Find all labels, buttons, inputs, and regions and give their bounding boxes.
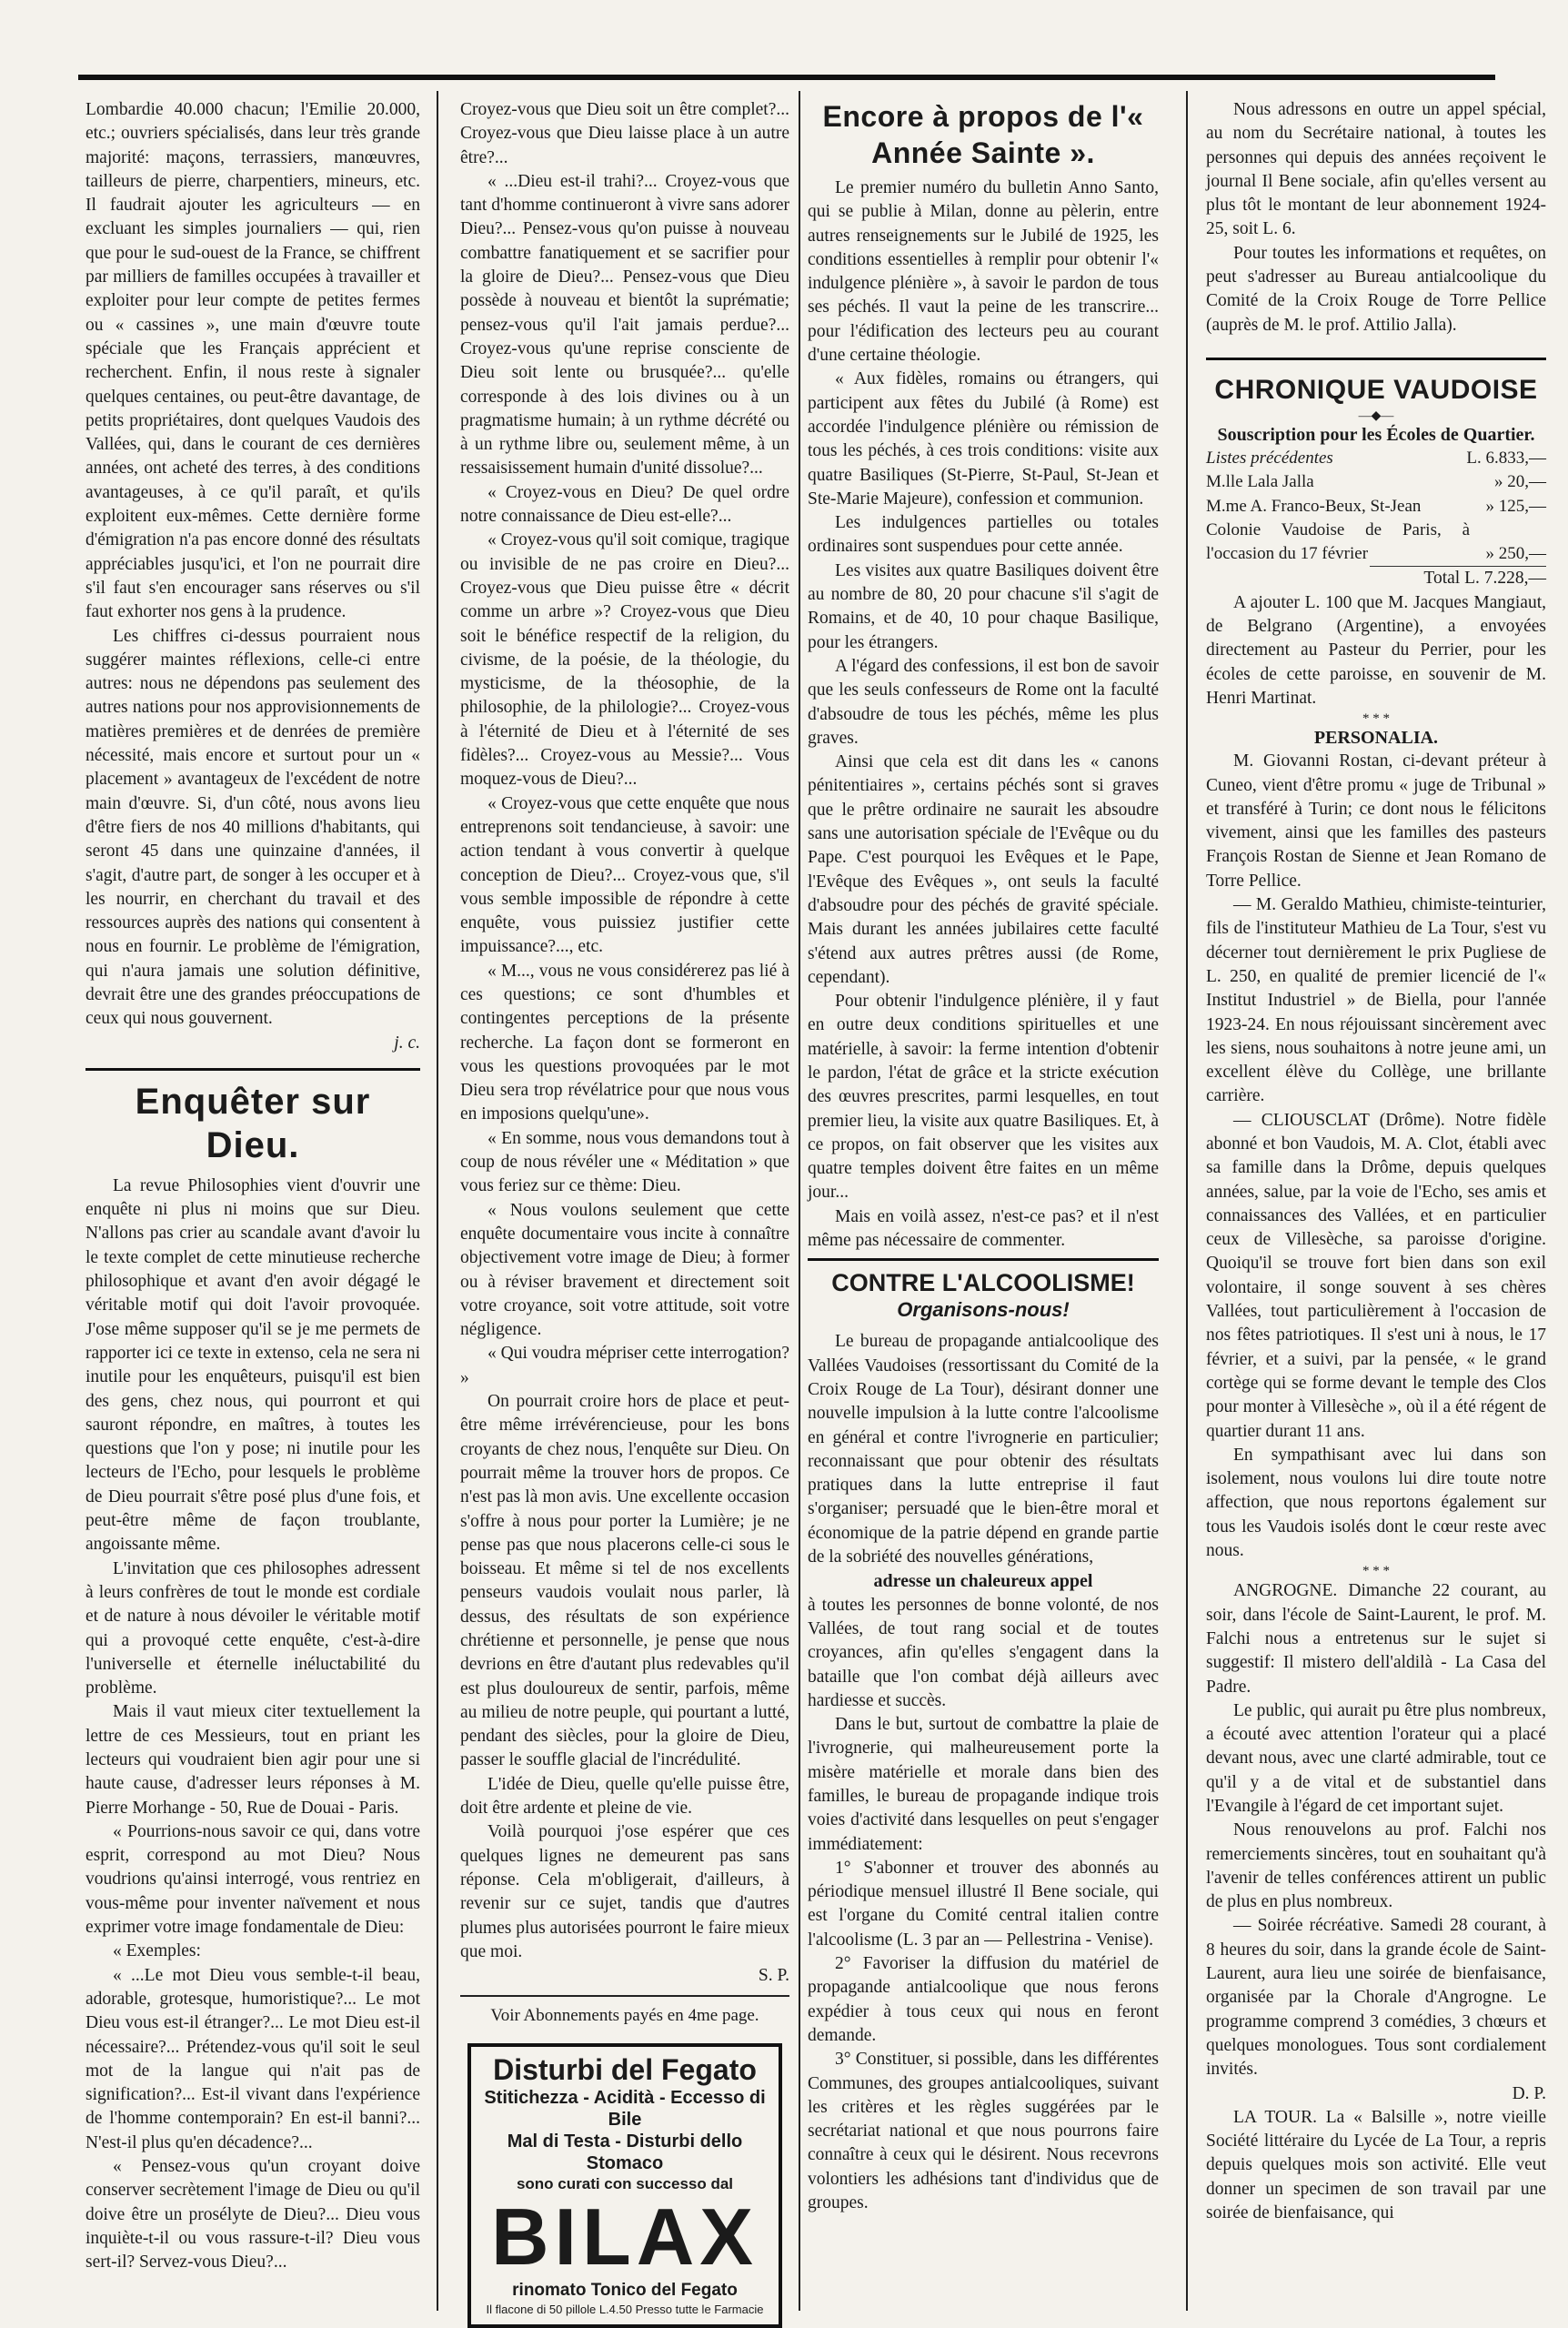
column-2 — [460, 98, 789, 2316]
list-item-amount: » 125,— — [1485, 496, 1546, 516]
column-1 — [85, 98, 420, 2309]
paragraph: Le public, qui aurait pu être plus nombreux, a écouté avec attention l'orateur qui a placé devant nous, avec une clarté admirable, tout ce qu'il y a de vital et de substantiel dans l'Evangile à l'égard de cet important sujet. — [1206, 1700, 1546, 1816]
signature: S. P. — [758, 1966, 789, 1986]
paragraph: A ajouter L. 100 que M. Jacques Mangiaut, de Belgrano (Argentine), a envoyées directement au Pasteur du Perrier, pour les écoles de cette paroisse, en souvenir de M. Henri Martinat. — [1206, 592, 1546, 708]
column-3 — [808, 98, 1159, 2309]
paragraph: Pour toutes les informations et requêtes, on peut s'adresser au Bureau antialcoolique du Comité de la Croix Rouge de Torre Pellice (auprès de M. le prof. Attilio Jalla). — [1206, 243, 1546, 335]
paragraph: L'idée de Dieu, quelle qu'elle puisse être, doit être ardente et pleine de vie. — [460, 1774, 789, 1819]
section-heading: CHRONIQUE VAUDOISE — [1206, 358, 1546, 408]
signature: j. c. — [394, 1033, 420, 1053]
ad-line: Mal di Testa - Disturbi dello Stomaco — [507, 2131, 743, 2173]
ad-line: sono curati con successo dal — [516, 2174, 734, 2192]
paragraph: « ...Le mot Dieu vous semble-t-il beau, adorable, grotesque, humoristique?... Le mot Dieu vous est-il étranger?... Le mot Dieu est-il nécessaire?... Prétendez-vous qu'il soit le seul mot de la langue qui n'ait pas de signification?... Est-il vivant dans l'expérience de l'homme contemporain? En est-il banni?... N'est-il plus qu'en décadence?... — [85, 1965, 420, 2152]
paragraph: « Exemples: — [113, 1941, 201, 1961]
subscription-heading: Souscription pour les Écoles de Quartier. — [1217, 424, 1535, 445]
paragraph: « M..., vous ne vous considérerez pas lié à ces questions; ce sont d'humbles et contingentes perceptions de la présente recherche. La façon dont se formeront en vous les questions provoquées par le mot Dieu sera trop révélatrice pour que nous vous en imposions quelqu'une». — [460, 961, 789, 1124]
section-separator: * * * — [1362, 711, 1390, 727]
column-divider — [1186, 91, 1188, 2311]
paragraph: Pour obtenir l'indulgence plénière, il y faut en outre deux conditions spirituelles et une matérielle, à savoir: la ferme intention d'obtenir le pardon, l'état de grâce et la stricte exécution des œuvres prescrites, parmi lesquelles, en tout premier lieu, la visite aux quatre Basiliques. Et, à ce propos, on fait observer que les visites aux quatre temples doivent être faites en un même jour... — [808, 992, 1159, 1203]
paragraph: — M. Geraldo Mathieu, chimiste-teinturier, fils de l'instituteur Mathieu de La Tour, s'est vu décerner tout dernièrement le prix Pugliese de L. 250, en qualité de premier licencié de l'« Institut Industriel » de Biella, pour l'année 1923-24. En nous réjouissant sincèrement avec les siens, nous souhaitons à notre jeune ami, un excellent élève du Collège, une brillante carrière. — [1206, 895, 1546, 1106]
personalia-heading: PERSONALIA. — [1313, 728, 1439, 749]
paragraph: Les chiffres ci-dessus pourraient nous suggérer maintes réflexions, celle-ci entre autres: nous ne dépendons pas seulement des autres nations pour nos approvisionnements de matières premières et de denrées de première nécessité, mais encore et surtout pour un « placement » avantageux de l'excédent de notre main d'œuvre. Si, d'un côté, nous avons lieu d'être fiers de nos 40 millions d'habitants, qui seront 45 dans une quinzaine d'années, il s'agit, d'autre part, de songer à les occuper et à les nourrir, en cherchant du travail et des ressources auprès des nations qui consentent à nous en fournir. Le problème de l'émigration, qui n'aura jamais une solution définitive, devrait être une des grandes préoccupations de ceux qui nous gouvernent. — [85, 626, 420, 1029]
paragraph: Voilà pourquoi j'ose espérer que ces quelques lignes ne demeurent pas sans réponse. Cela m'obligerait, d'ailleurs, à revenir sur ce sujet, tandis que d'autres plumes plus autorisées pourront le faire mieux que moi. — [460, 1822, 789, 1961]
section-separator: * * * — [1362, 1564, 1390, 1579]
ad-line: Stitichezza - Acidità - Eccesso di Bile — [484, 2087, 766, 2130]
paragraph: En sympathisant avec lui dans son isolement, nous voulons lui dire toute notre affection, que nous reportons également sur tous les Vaudois isolés dont le cœur reste avec nous. — [1206, 1445, 1546, 1561]
bilax-advertisement — [467, 2043, 782, 2328]
paragraph: Le premier numéro du bulletin Anno Santo, qui se publie à Milan, donne au pèlerin, entre autres renseignements sur le Jubilé de 1925, les conditions essentielles à remplir pour obtenir l'« indulgence plénière », à savoir le pardon de tous ses péchés. Il vaut la peine de les transcrire... pour l'édification des lecteurs peu au courant d'une certaine théologie. — [808, 178, 1159, 366]
subscription-list — [1206, 447, 1546, 591]
paragraph: L'invitation que ces philosophes adressent à leurs confrères de tout le monde est cordiale et de nature à nous dévoiler le véritable motif qui a provoqué cette enquête, c'est-à-dire l'universelle et éternelle inéluctabilité du problème. — [85, 1558, 420, 1698]
paragraph: « Croyez-vous que cette enquête que nous entreprenons soit tendancieuse, à savoir: une action tendant à vous convertir à quelque conception de Dieu?... Croyez-vous que, s'il vous semble impossible de répondre à cette enquête, vous puissiez justifier cette impuissance?..., etc. — [460, 793, 789, 957]
ad-headline: Disturbi del Fegato — [493, 2052, 757, 2086]
paragraph: Les indulgences partielles ou totales ordinaires sont suspendues pour cette année. — [808, 513, 1159, 557]
list-item-amount: L. 6.833,— — [1466, 448, 1546, 468]
paragraph: Mais il vaut mieux citer textuellement la lettre de ces Messieurs, tout en priant les lecteurs qui voudraient bien agir pour une si haute cause, d'adresser leurs réponses à M. Pierre Morhange - 50, Rue de Douai - Paris. — [85, 1702, 420, 1818]
appeal-line: adresse un chaleureux appel — [873, 1571, 1093, 1592]
paragraph: « En somme, nous vous demandons tout à coup de nous révéler une « Méditation » que vous feriez sur ce thème: Dieu. — [460, 1128, 789, 1196]
paragraph: Les visites aux quatre Basiliques doivent être au nombre de 80, 20 pour chacune s'il s'agit de Romains, et de 40, 10 pour chaque Basilique, pour les étrangers. — [808, 560, 1159, 652]
ad-price: Il flacone di 50 pillole L.4.50 Presso tutte le Farmacie — [486, 2302, 764, 2316]
paragraph: à toutes les personnes de bonne volonté, de nos Vallées, de tout rang social et de toutes croyances, afin qu'elles s'engagent dans la bataille que l'on combat déjà ailleurs avec hardiesse et succès. — [808, 1595, 1159, 1710]
paragraph: Croyez-vous que Dieu soit un être complet?... Croyez-vous que Dieu laisse place à un autre être?... — [460, 100, 789, 167]
ad-brand: BILAX — [491, 2191, 759, 2282]
paragraph: Nous renouvelons au prof. Falchi nos remerciements sincères, tout en souhaitant qu'à l'avenir de telles conférences attirent un public de plus en plus nombreux. — [1206, 1820, 1546, 1912]
paragraph: « Qui voudra mépriser cette interrogation? » — [460, 1344, 789, 1387]
column-divider — [437, 91, 438, 2311]
list-item-name: Colonie Vaudoise de Paris, à l'occasion du 17 février — [1206, 519, 1470, 564]
paragraph: Mais en voilà assez, n'est-ce pas? et il n'est même pas nécessaire de commenter. — [808, 1206, 1159, 1251]
column-4 — [1206, 98, 1546, 2309]
paragraph: On pourrait croire hors de place et peut-être même irrévérencieuse, pour les bons croyants de chez nous, l'enquête sur Dieu. On pourrait même la trouver hors de propos. Ce n'est pas là mon avis. Une excellente occasion s'offre à nous pour porter la Lumière; je ne pense pas que nous placerons celle-ci sous le boisseau. Et même si tel de nos excellents penseurs vaudois voulait nous parler, là dessus, des résultats de son expérience chrétienne et personnelle, je pense que nous devrions en être d'autant plus redevables qu'il est plus douloureux de sentir, parfois, même au milieu de notre peuple, qui pourtant a lutté, pendant des siècles, pour la gloire de Dieu, passer le souffle glacial de l'incrédulité. — [460, 1392, 789, 1770]
signature: D. P. — [1512, 2083, 1546, 2103]
ornament: —◆— — [1358, 408, 1394, 423]
paragraph: « Pourrions-nous savoir ce qui, dans votre esprit, correspond au mot Dieu? Nous voudrions qu'ainsi interrogé, vous rentriez en vous-même pour inventer naïvement et nous exprimer votre image fondamentale de Dieu: — [85, 1821, 420, 1938]
article-heading: CONTRE L'ALCOOLISME! — [808, 1258, 1159, 1297]
article-heading: Enquêter sur Dieu. — [85, 1068, 420, 1167]
list-item-name: M.lle Lala Jalla — [1206, 472, 1314, 492]
paragraph: — Soirée récréative. Samedi 28 courant, à 8 heures du soir, dans la grande école de Saint-Laurent, aura lieu une soirée de bienfaisance, organisée par la Chorale d'Angrogne. Le programme comprend 3 comédies, 3 chœurs et quelques monologues. Tous sont cordialement invités. — [1206, 1916, 1546, 2080]
paragraph: Nous adressons en outre un appel spécial, au nom du Secrétaire national, à toutes les personnes qui depuis des années reçoivent le journal Il Bene sociale, afin qu'elles versent au plus tôt le montant de leur abonnement 1924-25, soit L. 6. — [1206, 100, 1546, 239]
divider — [460, 1995, 789, 1997]
article-heading: Encore à propos de l'« Année Sainte ». — [822, 100, 1144, 169]
subscription-total: Total L. 7.228,— — [1370, 566, 1546, 590]
list-item-name: Listes précédentes — [1206, 448, 1333, 468]
paragraph: M. Giovanni Rostan, ci-devant préteur à Cuneo, vient d'être promu « juge de Tribunal » et transféré à Turin; ce dont nous le félicitons vivement, ainsi que les familles des pasteurs François Rostan de Sienne et Jean Romano de Torre Pellice. — [1206, 751, 1546, 891]
paragraph: « ...Dieu est-il trahi?... Croyez-vous que tant d'homme continueront à vivre sans adorer Dieu?... Pensez-vous qu'on puisse à nouveau combattre fanatiquement et se sacrifier pour la gloire de Dieu?... Pensez-vous que Dieu possède à nouveau et bientôt la suprématie; pensez-vous qu'il l'ait jamais perdue?... Croyez-vous qu'une reprise consciente de Dieu soit lente ou brusquée?... qu'elle corresponde à des lois divines ou à un pragmatisme humain; à un rythme décrété ou à un rythme libre ou, seulement même, à un ressaisissement humain d'unité dissolue?... — [460, 171, 789, 479]
paragraph: « Pensez-vous qu'un croyant doive conserver secrètement l'image de Dieu ou qu'il doive être un prosélyte de Dieu?... Dieu vous inquiète-t-il ou vous rassure-t-il? Dieu vous sert-il? Servez-vous Dieu?... — [85, 2157, 420, 2273]
article-subheading: Organisons-nous! — [897, 1298, 1070, 1322]
paragraph: — CLIOUSCLAT (Drôme). Notre fidèle abonné et bon Vaudois, M. A. Clot, établi avec sa famille dans la Drôme, depuis quelques années, salue, par la voie de l'Echo, ses amis et connaissances des Vallées, et en particulier ceux de Villesèche, sa paroisse d'origine. Quoiqu'il se trouve fort bien dans son exil volontaire, il songe souvent à ses chères Vallées, tout particulièrement à l'occasion de nos fêtes patriotiques. Il s'est uni à nous, le 17 février, et a suivi, par la pensée, « le grand cortège qui se forme devant le temple des Clos pour monter à Villesèche », où il a été régent de quartier durant 11 ans. — [1206, 1110, 1546, 1441]
paragraph: Le bureau de propagande antialcoolique des Vallées Vaudoises (ressortissant du Comité de la Croix Rouge de La Tour), désirant donner une nouvelle impulsion à la lutte contre l'alcoolisme en général et contre l'ivrognerie en particulier; reconnaissant que pour obtenir des résultats pratiques dans la lutte entreprise il faut s'organiser; persuadé que le bien-être moral et économique de la patrie dépend en grande partie de la sobriété des nouvelles générations, — [808, 1332, 1159, 1567]
list-item — [1206, 447, 1546, 470]
ad-line: rinomato Tonico del Fegato — [512, 2280, 738, 2300]
paragraph: Ainsi que cela est dit dans les « canons pénitentiaires », certains péchés sont si graves que le prêtre ordinaire ne saurait les absoudre sans une autorisation spéciale de l'Evêque ou du Pape. C'est pourquoi les Evêques et le Pape, l'Evêque des Evêques », ont seuls la faculté d'absoudre pour des péchés de gravité spéciale. Mais durant les années jubilaires cette faculté s'étend aux autres prêtres aussi (de Rome, cependant). — [808, 752, 1159, 987]
list-item — [1206, 519, 1546, 567]
list-item-amount: » 20,— — [1494, 472, 1546, 492]
paragraph: « Aux fidèles, romains ou étrangers, qui participent aux fêtes du Jubilé (à Rome) est accordée l'indulgence plénière ou rémission de tous les péchés, à ces trois conditions: visite aux quatre Basiliques (St-Pierre, St-Paul, St-Jean et Ste-Marie Majeure), confession et communion. — [808, 369, 1159, 509]
paragraph: 2° Favoriser la diffusion du matériel de propagande antialcoolique que nous ferons expédier à tous ceux qui nous en feront demande. — [808, 1954, 1159, 2045]
column-divider — [799, 91, 800, 2311]
paragraph: « Croyez-vous qu'il soit comique, tragique ou invisible de ne pas croire en Dieu?... Croyez-vous que Dieu puisse être « décrit comme un arbre »? Croyez-vous que Dieu soit le bénéfice respectif de la religion, du civisme, de la poésie, de la théologie, du mysticisme, de la théosophie, de la philosophie, de la philologie?... Croyez-vous à l'éternité de Dieu et à l'éternité de ses fidèles?... Croyez-vous au Messie?... Vous moquez-vous de Dieu?... — [460, 530, 789, 790]
paragraph: Lombardie 40.000 chacun; l'Emilie 20.000, etc.; ouvriers spécialisés, dans leur très grande majorité: maçons, terrassiers, manœuvres, tailleurs de pierre, charpentiers, mineurs, etc. Il faudrait ajouter les agriculteurs — en excluant les simples journaliers — qui, rien que pour le sud-ouest de la France, se chiffrent par milliers de familles occupées à travailler et exploiter pour leur compte de petites fermes ou « cassines », une main d'œuvre toute spéciale que les Français apprécient et recherchent. Enfin, il nous reste à signaler quelques centaines, ou peut-être davantage, de petits propriétaires, dont quelques Vaudois des Vallées, qui, dans le courant de ces dernières années, ont acheté des terres, à des conditions avantageuses, à ce qu'il paraît, et qu'ils exploitent eux-mêmes. Cette dernière forme d'émigration n'a pas encore donné des résultats appréciables jusqu'ici, et l'on ne pourrait dire s'il faut s'en encourager sans réserves ou s'il faut exhorter nos gens à la prudence. — [85, 100, 420, 622]
paragraph: « Nous voulons seulement que cette enquête documentaire vous incite à connaître objectivement votre image de Dieu; à former ou à réviser bravement et directement soit votre croyance, soit votre attitude, soit votre négligence. — [460, 1200, 789, 1340]
paragraph: A l'égard des confessions, il est bon de savoir que les seuls confesseurs de Rome ont la faculté d'absoudre de tous les péchés, même les plus graves. — [808, 656, 1159, 748]
list-item — [1206, 470, 1546, 494]
list-item — [1206, 495, 1546, 519]
paragraph: 3° Constituer, si possible, dans les différentes Communes, des groupes antialcooliques, suivant les critères et les règles suggérées par le secrétariat national et que nous pourrons faire connaître à ceux qui le désirent. Nous recevrons volontiers les adhésions tant d'individus que de groupes. — [808, 2050, 1159, 2213]
paragraph: LA TOUR. La « Balsille », notre vieille Société littéraire du Lycée de La Tour, a repris depuis quelques mois son activité. Elle veut donner un specimen de son travail par une soirée de bienfaisance, qui — [1206, 2107, 1546, 2223]
paragraph: Dans le but, surtout de combattre la plaie de l'ivrognerie, qui malheureusement porte la misère matérielle et morale dans bien des familles, le bureau de propagande indique trois voies d'activité dans lesquelles on peut s'engager immédiatement: — [808, 1715, 1159, 1854]
paragraph: ANGROGNE. Dimanche 22 courant, au soir, dans l'école de Saint-Laurent, le prof. M. Falchi nous a entretenus sur le sujet si suggestif: Il mistero dell'aldilà - La Casa del Padre. — [1206, 1581, 1546, 1697]
list-item-name: M.me A. Franco-Beux, St-Jean — [1206, 496, 1422, 516]
paragraph: La revue Philosophies vient d'ouvrir une enquête ni plus ni moins que sur Dieu. N'allons pas crier au scandale avant d'avoir lu le texte complet de cette minutieuse recherche philosophique et avant d'en avoir dégagé le véritable motif qui doit l'avoir provoquée. J'ose même supposer qu'il se je me permets de rapporter ici ce texte in extenso, cela ne sera ni inutile pour les enquêteurs, puisqu'il est bien des gens, chez nous, qui pourront et qui sauront répondre, en maîtres, à toutes les questions que l'on y pose; ni inutile pour les lecteurs de l'Echo, pour lesquels le problème de Dieu pourrait s'être posé plus d'une fois, et peut-être même de façon troublante, angoissante même. — [85, 1175, 420, 1555]
subscriptions-notice: Voir Abonnements payés en 4me page. — [490, 2006, 759, 2026]
top-rule — [78, 75, 1495, 80]
paragraph: 1° S'abonner et trouver des abonnés au périodique mensuel illustré Il Bene sociale, qui est l'organe du Comité central italien contre l'alcoolisme (L. 3 par an — Pellestrina - Venise). — [808, 1858, 1159, 1950]
list-item-amount: » 250,— — [1485, 544, 1546, 564]
paragraph: « Croyez-vous en Dieu? De quel ordre notre connaissance de Dieu est-elle?... — [460, 482, 789, 527]
